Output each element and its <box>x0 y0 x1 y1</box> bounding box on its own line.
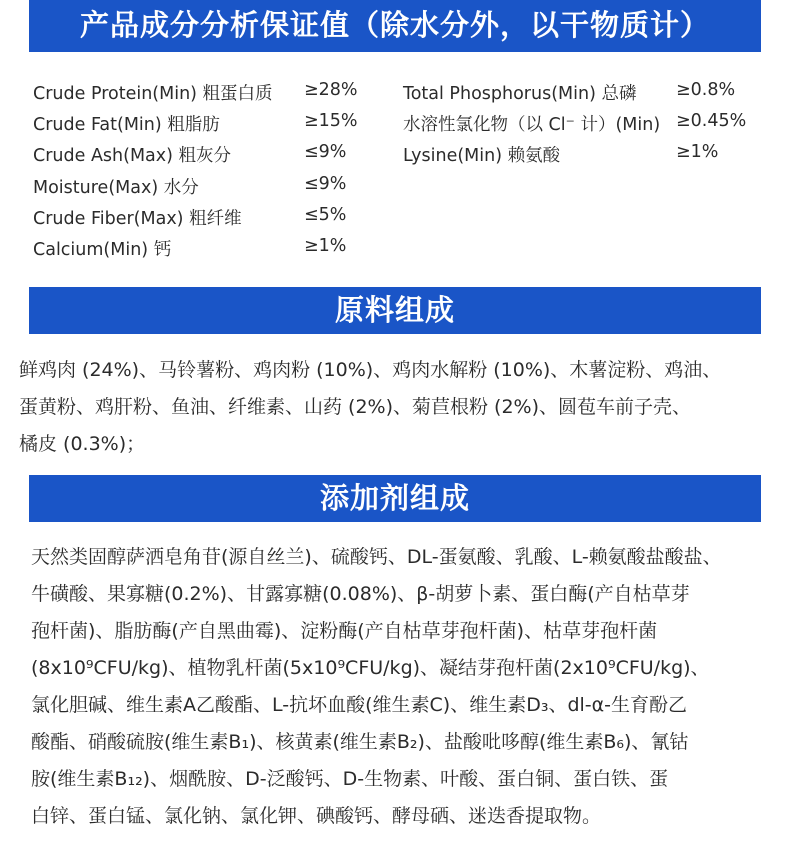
analysis-right-name: Total Phosphorus(Min) 总磷 <box>403 84 637 104</box>
ingredients-title: 原料组成 <box>29 287 761 334</box>
analysis-right-value: ≥0.45% <box>676 111 747 131</box>
analysis-right-name: 水溶性氯化物（以 Cl⁻ 计）(Min) <box>403 115 661 135</box>
additives-title: 添加剂组成 <box>29 475 761 522</box>
additives-line: 孢杆菌)、脂肪酶(产自黑曲霉)、淀粉酶(产自枯草芽孢杆菌)、枯草芽孢杆菌 <box>31 620 658 642</box>
analysis-left-value: ≥15% <box>304 111 358 131</box>
additives-line: 胺(维生素B₁₂)、烟酰胺、D-泛酸钙、D-生物素、叶酸、蛋白铜、蛋白铁、蛋 <box>31 768 669 790</box>
analysis-left-name: Moisture(Max) 水分 <box>33 178 199 198</box>
additives-text <box>31 539 722 835</box>
additives-line: 天然类固醇萨洒皂角苷(源自丝兰)、硫酸钙、DL-蛋氨酸、乳酸、L-赖氨酸盐酸盐、 <box>31 546 722 568</box>
analysis-left-value: ≥1% <box>304 236 347 256</box>
additives-line: 酸酯、硝酸硫胺(维生素B₁)、核黄素(维生素B₂)、盐酸吡哆醇(维生素B₆)、氰钴 <box>31 731 689 753</box>
additives-line: 氯化胆碱、维生素A乙酸酯、L-抗坏血酸(维生素C)、维生素D₃、dl-α-生育酚乙 <box>31 694 688 716</box>
analysis-left-value: ≤9% <box>304 142 347 162</box>
ingredients-line: 橘皮 (0.3%)； <box>19 433 146 455</box>
analysis-left-value: ≤9% <box>304 174 347 194</box>
ingredients-text <box>19 352 721 463</box>
analysis-right-value: ≥0.8% <box>676 80 736 100</box>
additives-line: 白锌、蛋白锰、氯化钠、氯化钾、碘酸钙、酵母硒、迷迭香提取物。 <box>31 805 602 827</box>
ingredients-line: 蛋黄粉、鸡肝粉、鱼油、纤维素、山药 (2%)、菊苣根粉 (2%)、圆苞车前子壳、 <box>19 396 692 418</box>
analysis-left-name: Calcium(Min) 钙 <box>33 240 172 260</box>
ingredients-line: 鲜鸡肉 (24%)、马铃薯粉、鸡肉粉 (10%)、鸡肉水解粉 (10%)、木薯淀粉、鸡油、 <box>19 359 722 381</box>
analysis-left-name: Crude Protein(Min) 粗蛋白质 <box>33 84 273 104</box>
additives-line: 牛磺酸、果寡糖(0.2%)、甘露寡糖(0.08%)、β-胡萝卜素、蛋白酶(产自枯草芽 <box>31 583 690 605</box>
analysis-left-name: Crude Fat(Min) 粗脂肪 <box>33 115 220 135</box>
additives-line: (8x10⁹CFU/kg)、植物乳杆菌(5x10⁹CFU/kg)、凝结芽孢杆菌(2x10⁹CFU/kg)、 <box>31 657 710 679</box>
analysis-title: 产品成分分析保证值（除水分外，以干物质计） <box>29 0 761 52</box>
analysis-left-name: Crude Fiber(Max) 粗纤维 <box>33 209 242 229</box>
analysis-right-name: Lysine(Min) 赖氨酸 <box>403 146 561 166</box>
analysis-right-value: ≥1% <box>676 142 719 162</box>
analysis-left-value: ≤5% <box>304 205 347 225</box>
analysis-left-name: Crude Ash(Max) 粗灰分 <box>33 146 232 166</box>
analysis-left-value: ≥28% <box>304 80 358 100</box>
